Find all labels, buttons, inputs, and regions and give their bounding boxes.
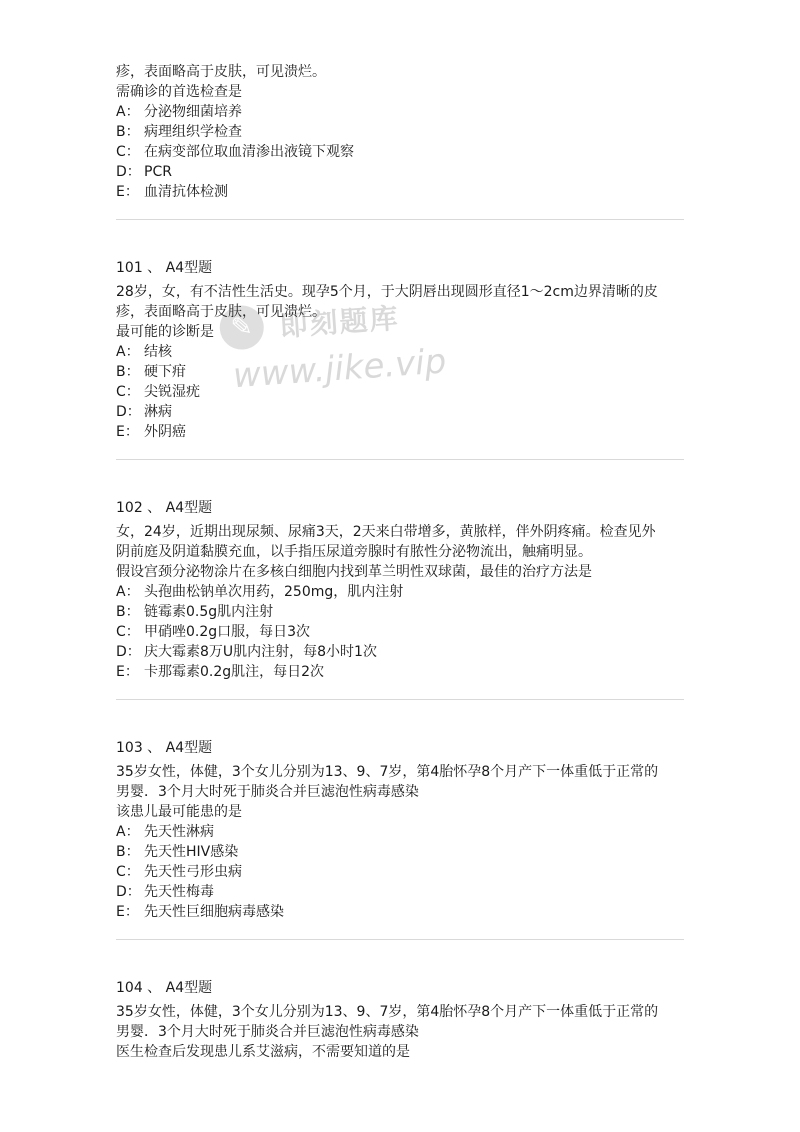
question-text: 男婴．3个月大时死于肺炎合并巨滤泡性病毒感染	[116, 784, 419, 800]
option-text: 在病变部位取血清渗出液镜下观察	[144, 144, 354, 160]
option-letter: B：	[116, 844, 140, 860]
question-stem: 最可能的诊断是	[116, 324, 214, 340]
option-text: PCR	[144, 164, 172, 180]
option-d[interactable]	[116, 162, 688, 182]
option-text: 先天性巨细胞病毒感染	[144, 904, 284, 920]
option-letter: B：	[116, 364, 140, 380]
watermark-url: www.jike.vip	[231, 341, 448, 397]
option-letter: E：	[116, 424, 139, 440]
question-header: 101 、 A4型题	[116, 260, 213, 276]
question-text: 疹，表面略高于皮肤，可见溃烂。	[116, 64, 326, 80]
divider	[116, 939, 684, 940]
question-text: 35岁女性，体健，3个女儿分别为13、9、7岁，第4胎怀孕8个月产下一体重低于正常的	[116, 764, 659, 780]
option-text: 外阴癌	[144, 424, 186, 440]
option-d[interactable]	[116, 642, 688, 662]
divider	[116, 219, 684, 220]
option-c[interactable]	[116, 622, 688, 642]
option-letter: D：	[116, 884, 141, 900]
option-e[interactable]	[116, 182, 688, 202]
watermark-name: 即刻题库	[278, 301, 401, 343]
option-letter: E：	[116, 664, 139, 680]
option-c[interactable]	[116, 142, 688, 162]
option-letter: E：	[116, 904, 139, 920]
option-text: 结核	[144, 344, 172, 360]
option-text: 淋病	[144, 404, 172, 420]
option-a[interactable]	[116, 342, 688, 362]
divider	[116, 459, 684, 460]
divider	[116, 699, 684, 700]
option-text: 卡那霉素0.2g肌注，每日2次	[144, 664, 325, 680]
question-text: 35岁女性，体健，3个女儿分别为13、9、7岁，第4胎怀孕8个月产下一体重低于正常的	[116, 1004, 659, 1020]
option-text: 链霉素0.5g肌内注射	[144, 604, 274, 620]
option-d[interactable]	[116, 402, 688, 422]
option-letter: E：	[116, 184, 139, 200]
option-c[interactable]	[116, 862, 688, 882]
option-a[interactable]	[116, 822, 688, 842]
question-stem: 假设宫颈分泌物涂片在多核白细胞内找到革兰明性双球菌，最佳的治疗方法是	[116, 564, 592, 580]
question-header: 104 、 A4型题	[116, 980, 213, 996]
option-text: 分泌物细菌培养	[144, 104, 242, 120]
option-letter: A：	[116, 824, 140, 840]
question-stem: 需确诊的首选检查是	[116, 84, 242, 100]
option-letter: C：	[116, 384, 140, 400]
option-letter: D：	[116, 404, 141, 420]
option-text: 先天性梅毒	[144, 884, 214, 900]
option-d[interactable]	[116, 882, 688, 902]
option-b[interactable]	[116, 122, 688, 142]
option-letter: B：	[116, 604, 140, 620]
option-letter: A：	[116, 344, 140, 360]
option-e[interactable]	[116, 422, 688, 442]
option-b[interactable]	[116, 362, 688, 382]
option-c[interactable]	[116, 382, 688, 402]
option-text: 先天性弓形虫病	[144, 864, 242, 880]
option-text: 尖锐湿疣	[144, 384, 200, 400]
option-text: 甲硝唑0.2g口服，每日3次	[144, 624, 311, 640]
watermark-logo-icon: ✎	[218, 304, 265, 351]
option-text: 庆大霉素8万U肌内注射，每8小时1次	[144, 644, 377, 660]
option-a[interactable]	[116, 582, 688, 602]
question-header: 102 、 A4型题	[116, 500, 213, 516]
option-letter: C：	[116, 144, 140, 160]
option-b[interactable]	[116, 842, 688, 862]
question-stem: 该患儿最可能患的是	[116, 804, 242, 820]
option-letter: D：	[116, 644, 141, 660]
option-text: 头孢曲松钠单次用药，250mg，肌内注射	[144, 584, 404, 600]
option-letter: C：	[116, 864, 140, 880]
option-letter: A：	[116, 104, 140, 120]
question-header: 103 、 A4型题	[116, 740, 213, 756]
option-letter: D：	[116, 164, 141, 180]
option-letter: B：	[116, 124, 140, 140]
question-text: 男婴．3个月大时死于肺炎合并巨滤泡性病毒感染	[116, 1024, 419, 1040]
option-b[interactable]	[116, 602, 688, 622]
option-a[interactable]	[116, 102, 688, 122]
question-text: 28岁，女，有不洁性生活史。现孕5个月，于大阴唇出现圆形直径1～2cm边界清晰的皮	[116, 284, 658, 300]
option-letter: C：	[116, 624, 140, 640]
option-letter: A：	[116, 584, 140, 600]
question-text: 疹，表面略高于皮肤，可见溃烂。	[116, 304, 326, 320]
question-text: 女，24岁，近期出现尿频、尿痛3天，2天来白带增多，黄脓样，伴外阴疼痛。检查见外	[116, 524, 656, 540]
option-e[interactable]	[116, 662, 688, 682]
option-text: 硬下疳	[144, 364, 186, 380]
option-text: 病理组织学检查	[144, 124, 242, 140]
option-text: 先天性HIV感染	[144, 844, 239, 860]
question-stem: 医生检查后发现患儿系艾滋病，不需要知道的是	[116, 1044, 410, 1060]
option-text: 血清抗体检测	[144, 184, 228, 200]
option-e[interactable]	[116, 902, 688, 922]
option-text: 先天性淋病	[144, 824, 214, 840]
question-text: 阴前庭及阴道黏膜充血，以手指压尿道旁腺时有脓性分泌物流出，触痛明显。	[116, 544, 592, 560]
